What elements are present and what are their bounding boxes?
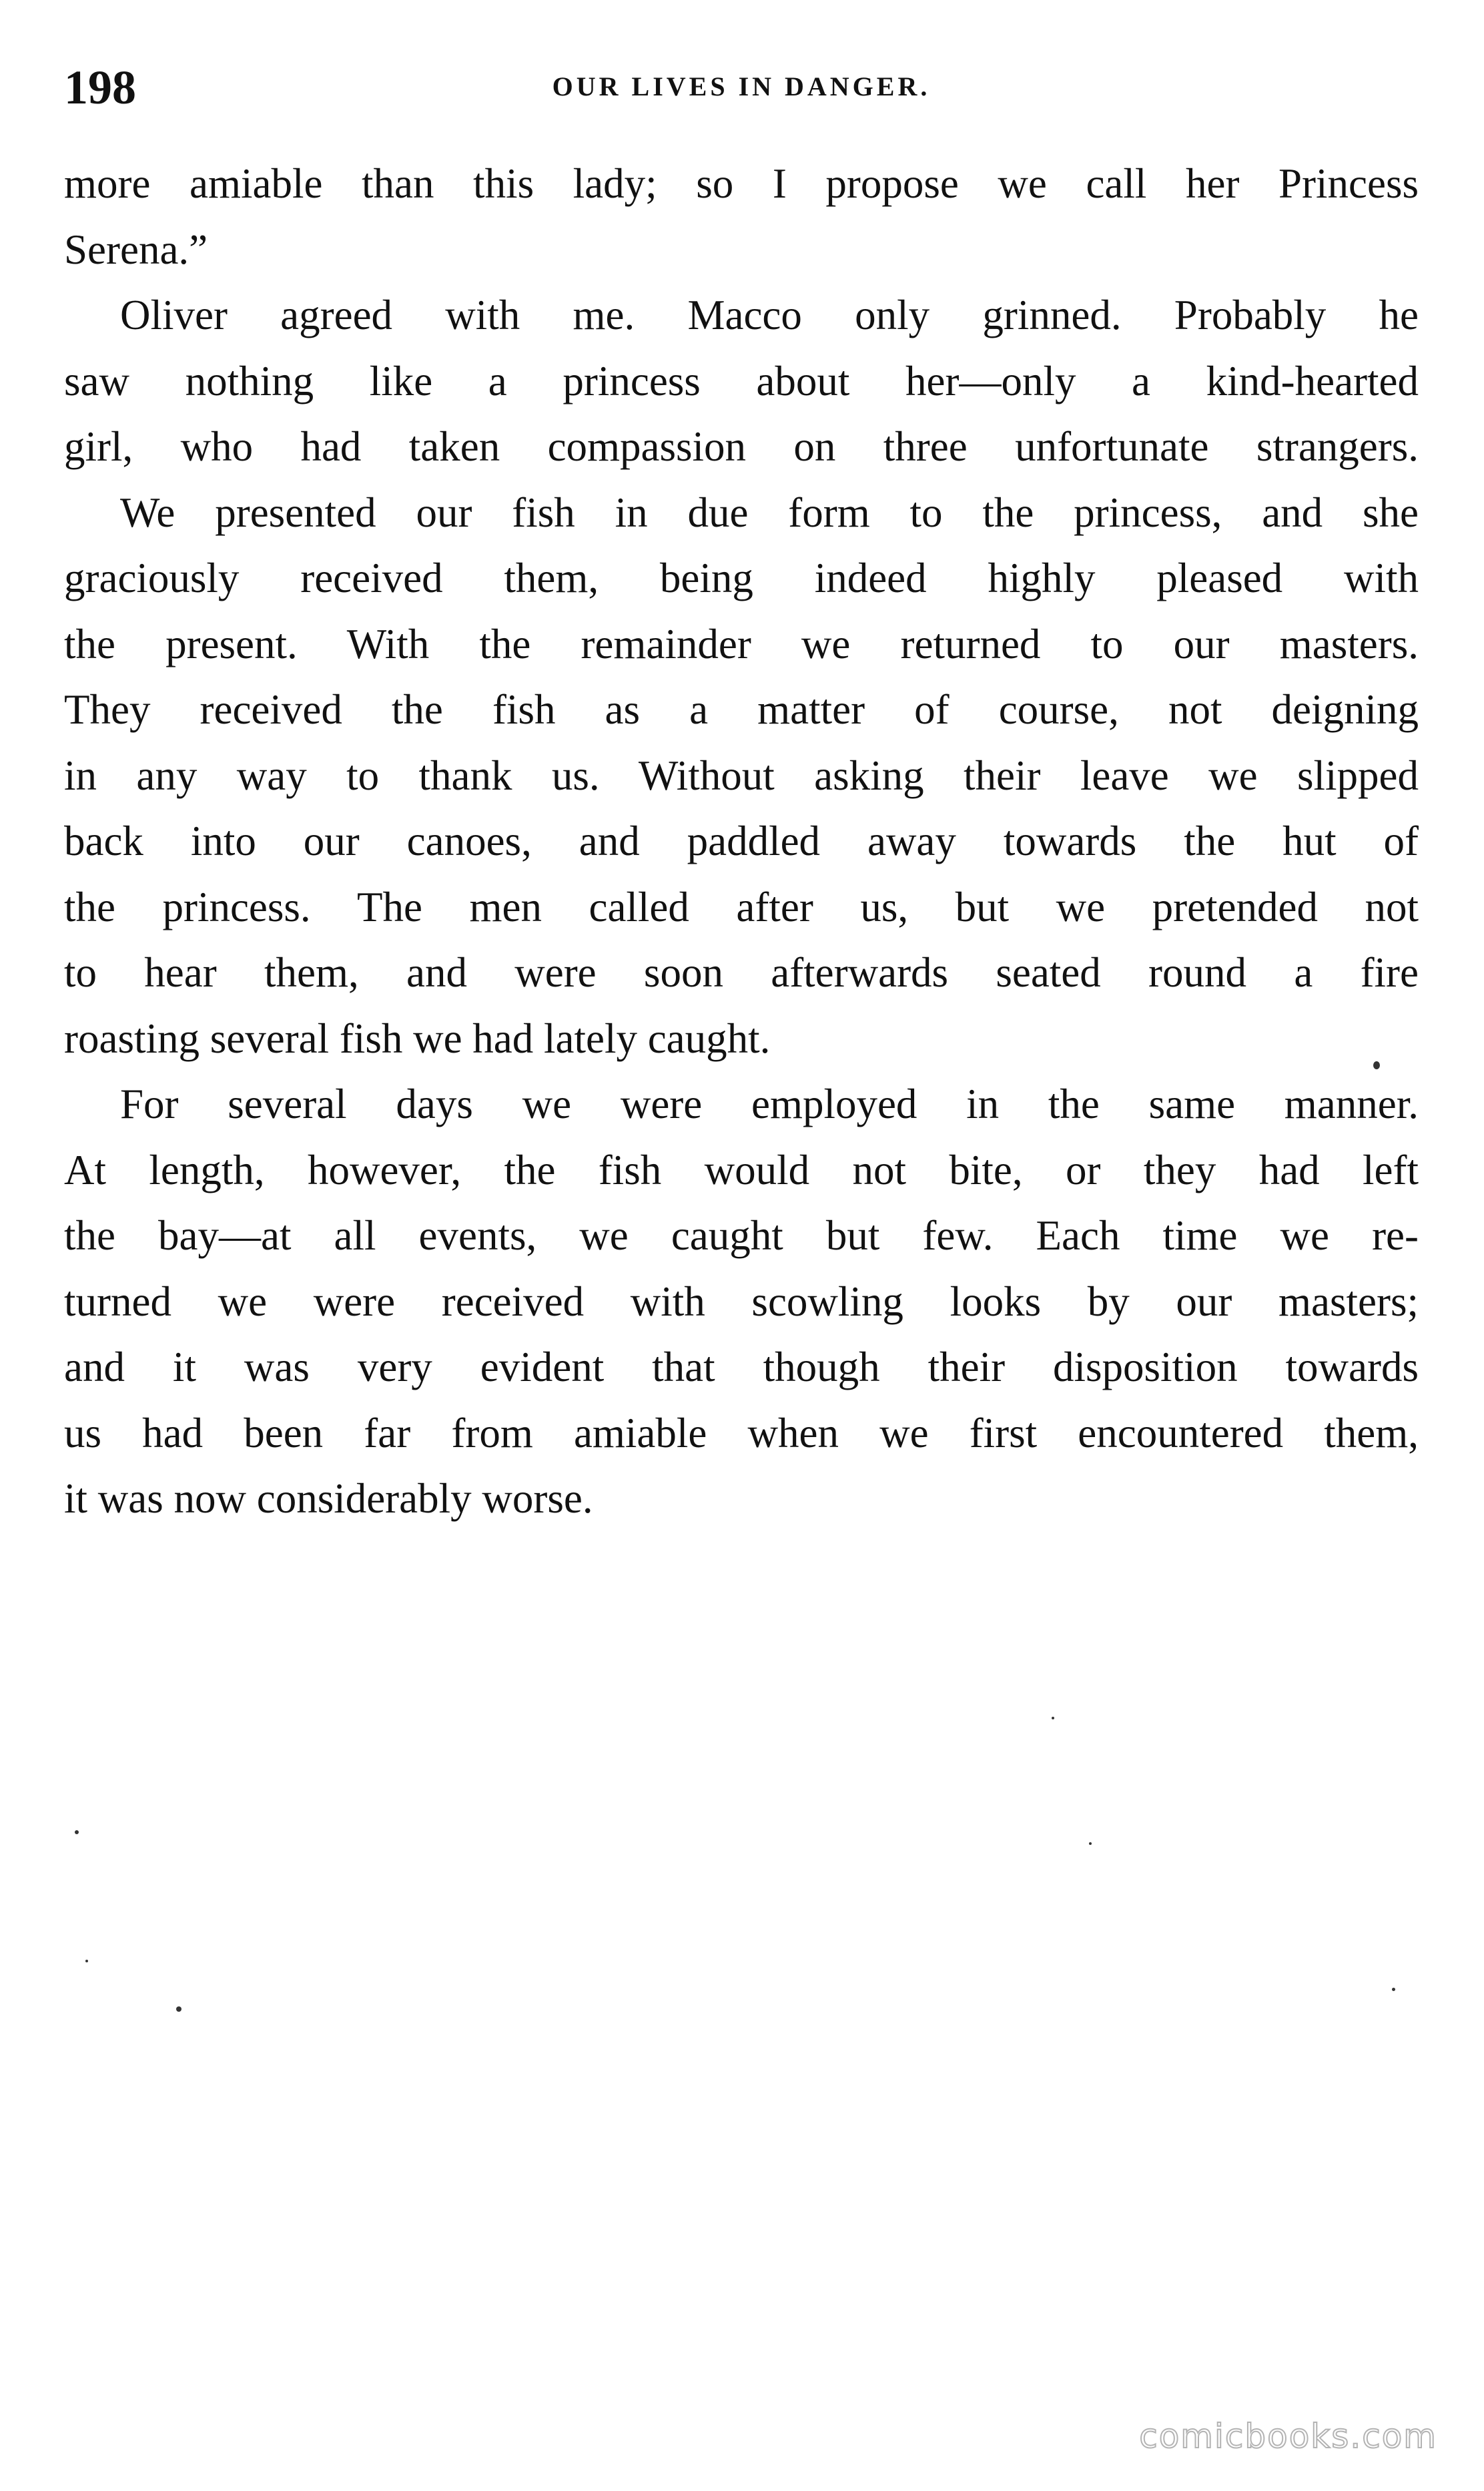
body-text: [64, 151, 1419, 1532]
text-line: more amiable than this lady; so I propose we call her Princess: [64, 160, 1419, 207]
text-line: For several days we were employed in the same manner.: [120, 1081, 1419, 1127]
ink-speck: [1052, 1717, 1054, 1719]
text-line: saw nothing like a princess about her—only a kind-hearted: [64, 357, 1419, 404]
text-line: Serena.”: [64, 226, 208, 273]
text-line: the bay—at all events, we caught but few. Each time we re-: [64, 1212, 1419, 1259]
text-line: the present. With the remainder we returned to our masters.: [64, 620, 1419, 667]
page-header: [64, 57, 1419, 117]
text-line: roasting several fish we had lately caught.: [64, 1015, 771, 1062]
text-line: us had been far from amiable when we first encountered them,: [64, 1409, 1419, 1456]
page-number: 198: [64, 61, 136, 114]
text-line: to hear them, and were soon afterwards seated round a fire: [64, 949, 1419, 996]
watermark: comicbooks.com: [1139, 2417, 1437, 2456]
text-line: it was now considerably worse.: [64, 1475, 593, 1522]
text-line: At length, however, the fish would not bite, or they had left: [64, 1146, 1419, 1193]
running-head: OUR LIVES IN DANGER.: [552, 71, 931, 101]
ink-speck: [75, 1830, 79, 1834]
text-line: turned we were received with scowling looks by our masters;: [64, 1278, 1419, 1325]
ink-speck: [1392, 1988, 1395, 1991]
text-line: and it was very evident that though their disposition towards: [64, 1344, 1419, 1390]
text-line: girl, who had taken compassion on three unfortunate strangers.: [64, 423, 1419, 470]
text-line: back into our canoes, and paddled away towards the hut of: [64, 818, 1419, 864]
ink-speck: [1373, 1061, 1380, 1069]
ink-speck: [1089, 1842, 1092, 1845]
ink-speck: [176, 2006, 181, 2012]
text-line: in any way to thank us. Without asking their leave we slipped: [64, 752, 1419, 799]
text-line: graciously received them, being indeed highly pleased with: [64, 555, 1419, 601]
ink-speck: [85, 1960, 88, 1962]
text-line: They received the fish as a matter of course, not deigning: [64, 686, 1419, 733]
text-line: Oliver agreed with me. Macco only grinned. Probably he: [120, 292, 1419, 338]
text-line: the princess. The men called after us, but we pretended not: [64, 883, 1419, 930]
text-line: We presented our fish in due form to the princess, and she: [120, 489, 1419, 536]
